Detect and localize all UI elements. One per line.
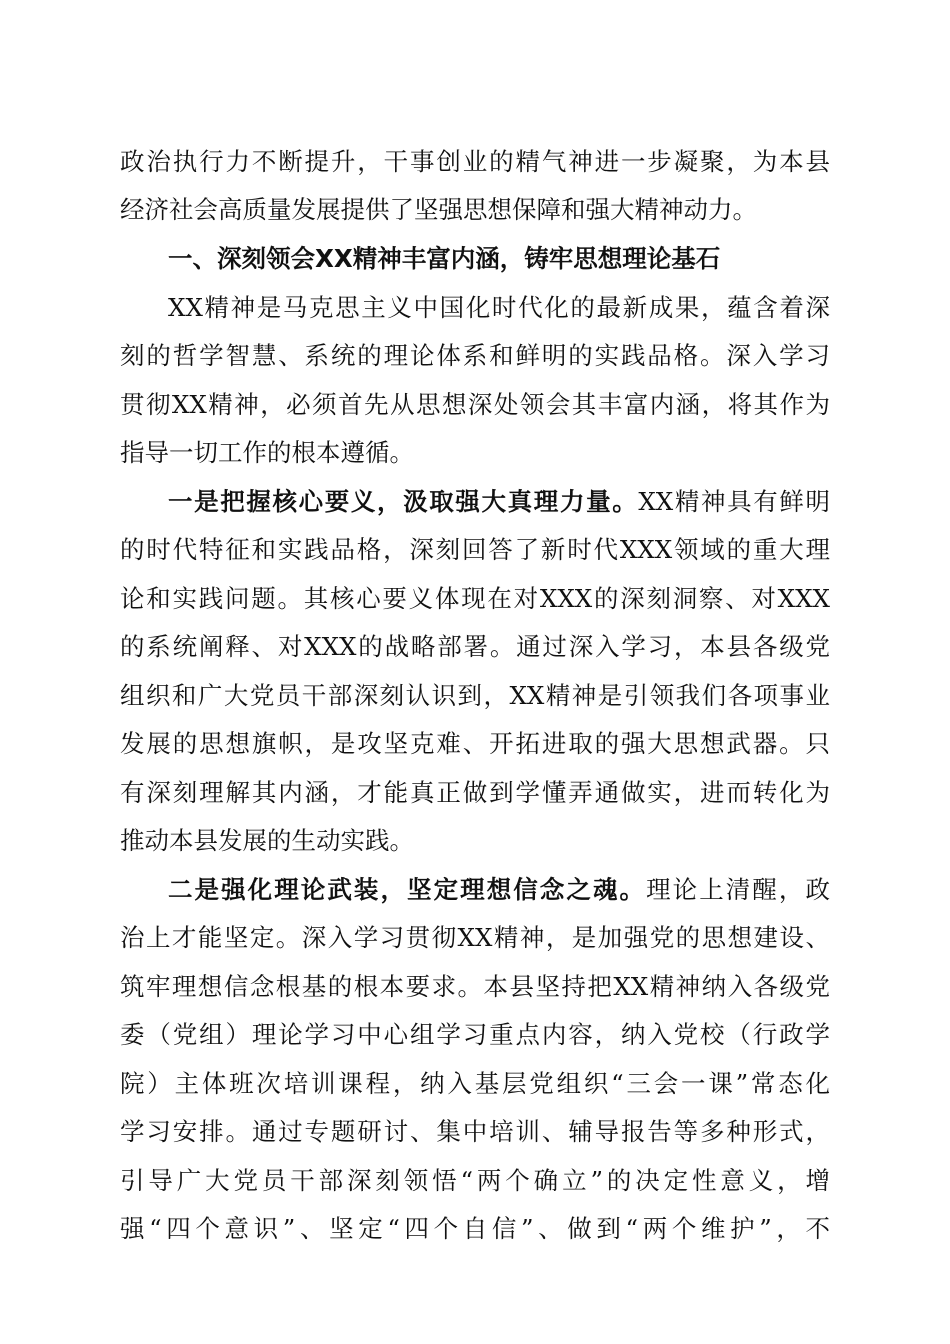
para2-lead: 一是把握核心要义，汲取强大真理力量。 xyxy=(168,487,639,516)
para2-first-rest: XX精神具有鲜明 xyxy=(638,487,831,516)
para3-line-7: 引导广大党员干部深刻领悟“两个确立”的决定性意义，增 xyxy=(120,1166,830,1195)
para3-line-3: 筑牢理想信念根基的根本要求。本县坚持把XX精神纳入各级党 xyxy=(120,972,830,1001)
para3-line-5: 院）主体班次培训课程，纳入基层党组织“三会一课”常态化 xyxy=(120,1069,830,1098)
para2-line-4: 的系统阐释、对XXX的战略部署。通过深入学习，本县各级党 xyxy=(120,632,830,661)
para2-line-8: 推动本县发展的生动实践。 xyxy=(120,826,414,855)
para3-line-4: 委（党组）理论学习中心组学习重点内容，纳入党校（行政学 xyxy=(120,1020,830,1049)
intro-line-1: 政治执行力不断提升，干事创业的精气神进一步凝聚，为本县 xyxy=(120,147,830,176)
para2-line-1 xyxy=(168,483,830,521)
para1-line-4: 指导一切工作的根本遵循。 xyxy=(120,438,414,467)
section-heading: 一、深刻领会XX精神丰富内涵，铸牢思想理论基石 xyxy=(168,244,721,273)
para3-line-2: 治上才能坚定。深入学习贯彻XX精神，是加强党的思想建设、 xyxy=(120,923,830,952)
para2-line-3: 论和实践问题。其核心要义体现在对XXX的深刻洞察、对XXX xyxy=(120,584,830,613)
intro-line-2: 经济社会高质量发展提供了坚强思想保障和强大精神动力。 xyxy=(120,195,757,224)
para2-line-6: 发展的思想旗帜，是攻坚克难、开拓进取的强大思想武器。只 xyxy=(120,729,830,758)
para3-lead: 二是强化理论武装，坚定理想信念之魂。 xyxy=(168,875,647,904)
para2-line-7: 有深刻理解其内涵，才能真正做到学懂弄通做实，进而转化为 xyxy=(120,778,830,807)
para1-line-1: XX精神是马克思主义中国化时代化的最新成果，蕴含着深 xyxy=(168,293,830,322)
para2-line-5: 组织和广大党员干部深刻认识到，XX精神是引领我们各项事业 xyxy=(120,681,830,710)
para3-line-1 xyxy=(168,871,830,909)
para3-line-8: 强“四个意识”、坚定“四个自信”、做到“两个维护”，不 xyxy=(120,1214,830,1243)
para1-line-3: 贯彻XX精神，必须首先从思想深处领会其丰富内涵，将其作为 xyxy=(120,390,830,419)
para3-line-6: 学习安排。通过专题研讨、集中培训、辅导报告等多种形式， xyxy=(120,1117,830,1146)
para3-first-rest: 理论上清醒，政 xyxy=(646,875,830,904)
para2-line-2: 的时代特征和实践品格，深刻回答了新时代XXX领域的重大理 xyxy=(120,535,830,564)
para1-line-2: 刻的哲学智慧、系统的理论体系和鲜明的实践品格。深入学习 xyxy=(120,341,830,370)
